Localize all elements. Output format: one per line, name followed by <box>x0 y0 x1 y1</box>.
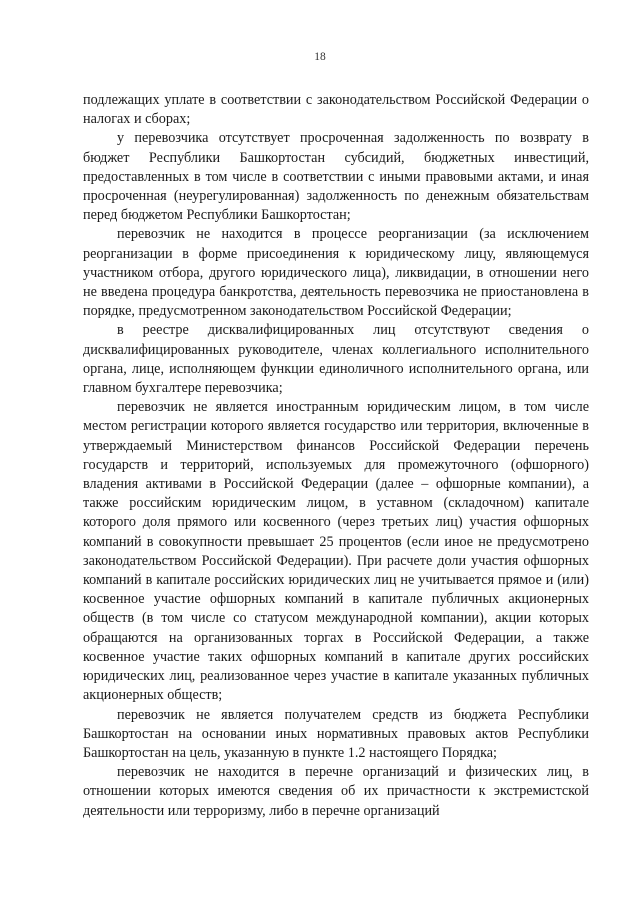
paragraph-taxes-continuation: подлежащих уплате в соответствии с законодательством Российской Федерации о налогах и сборах; <box>83 92 589 128</box>
paragraph-offshore-companies: перевозчик не является иностранным юридическим лицом, в том числе местом регистрации которого является государство или территория, включенные в утверждаемый Министерством финансов Российской Федерации перечень государств и территорий, используемых для промежуточного (офшорного) владения активами в Российской Федерации (далее – офшорные компании), а также российским юридическим лицом, в уставном (складочном) капитале которого доля прямого или косвенного (через третьих лиц) участия офшорных компаний в совокупности превышает 25 процентов (если иное не предусмотрено законодательством Российской Федерации). При расчете доли участия офшорных компаний в капитале российских юридических лиц не учитывается прямое и (или) косвенное участие офшорных компаний в капитале публичных акционерных обществ (в том числе со статусом международной компании), акции которых обращаются на организованных торгах в Российской Федерации, а также косвенное участие таких офшорных компаний в капитале других российских юридических лиц, реализованное через участие в капитале указанных публичных акционерных обществ; <box>83 399 589 704</box>
paragraph-disqualified-persons: в реестре дисквалифицированных лиц отсутствуют сведения о дисквалифицированных руководителе, членах коллегиального исполнительного органа, лице, исполняющем функции единоличного исполнительного органа, или главном бухгалтере перевозчика; <box>83 322 589 397</box>
paragraph-no-overdue-debt: у перевозчика отсутствует просроченная задолженность по возврату в бюджет Республики Башкортостан субсидий, бюджетных инвестиций, предоставленных в том числе в соответствии с иными правовыми актами, и иная просроченная (неурегулированная) задолженность по денежным обязательствам перед бюджетом Республики Башкортостан; <box>83 130 589 224</box>
document-body <box>83 91 589 821</box>
page-number: 18 <box>314 51 326 63</box>
paragraph-no-reorganization: перевозчик не находится в процессе реорганизации (за исключением реорганизации в форме присоединения к юридическому лицу, являющемуся участником отбора, другого юридического лица), ликвидации, в отношении него не введена процедура банкротства, деятельность перевозчика не приостановлена в порядке, предусмотренном законодательством Российской Федерации; <box>83 226 589 320</box>
paragraph-extremism-list: перевозчик не находится в перечне организаций и физических лиц, в отношении которых имеются сведения об их причастности к экстремистской деятельности или терроризму, либо в перечне организаций <box>83 764 589 819</box>
paragraph-other-budget-funds: перевозчик не является получателем средств из бюджета Республики Башкортостан на основании иных нормативных правовых актов Республики Башкортостан на цель, указанную в пункте 1.2 настоящего Порядка; <box>83 706 589 761</box>
